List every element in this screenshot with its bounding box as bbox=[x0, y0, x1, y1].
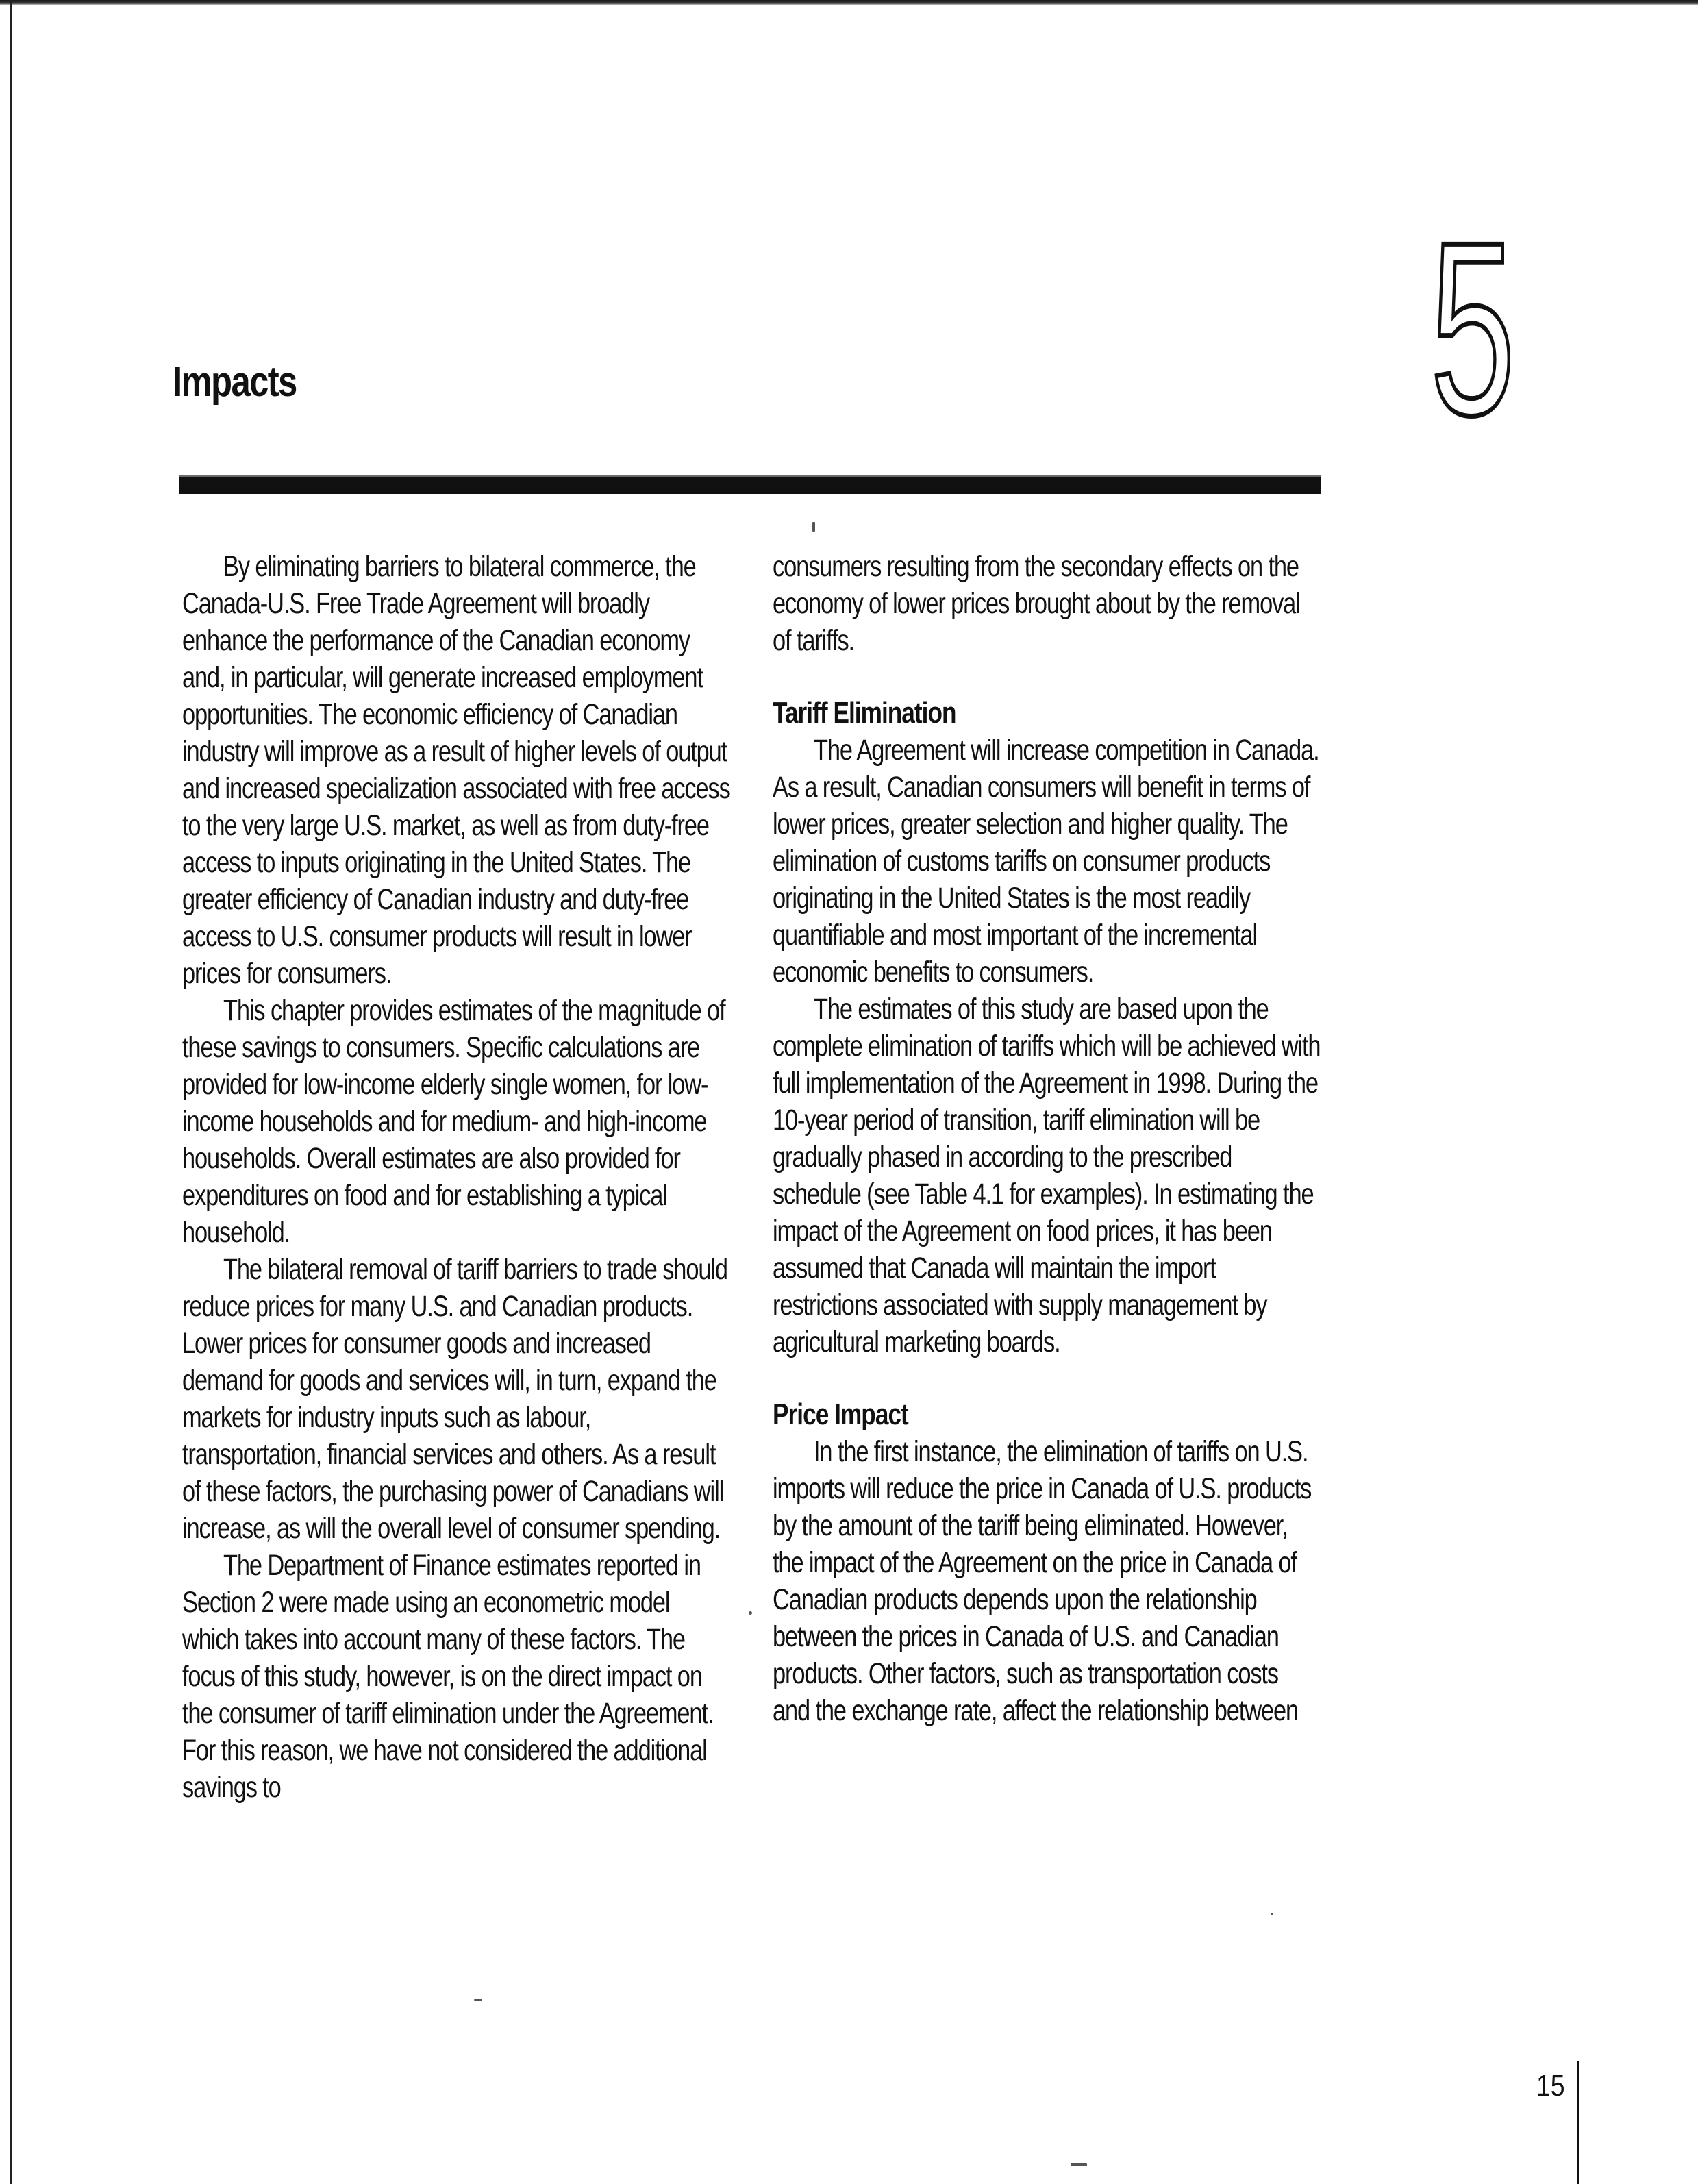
paragraph: The Agreement will increase competition in Canada. As a result, Canadian consumers will benefit in terms of lower prices, greater selection and higher quality. The elimination of customs tariffs on consumer products originating in the United States is the most readily quantifiable and most important of the incremental economic benefits to consumers. bbox=[773, 734, 1319, 989]
right-column bbox=[773, 548, 1321, 1729]
paragraph: The bilateral removal of tariff barriers to trade should reduce prices for many U.S. and Canadian products. Lower prices for consumer goods and increased demand for goods and services will, in turn, expand the markets for industry inputs such as labour, transportation, financial services and others. As a result of these factors, the purchasing power of Canadians will increase, as will the overall level of consumer spending. bbox=[182, 1253, 727, 1545]
scan-speck bbox=[749, 1611, 752, 1615]
section-heading-tariff-elimination: Tariff Elimination bbox=[773, 696, 956, 730]
scan-left-edge bbox=[10, 0, 12, 2184]
scan-top-edge bbox=[0, 0, 1698, 5]
scan-speck bbox=[474, 1999, 482, 2001]
page-number: 15 bbox=[1536, 2069, 1565, 2102]
scan-speck bbox=[1271, 1913, 1273, 1915]
chapter-number: 5 bbox=[1430, 191, 1516, 467]
scan-speck bbox=[1071, 2163, 1087, 2166]
paragraph: The Department of Finance estimates reported in Section 2 were made using an econometric model which takes into account many of these factors. The focus of this study, however, is on the direct impact on the consumer of tariff elimination under the Agreement. For this reason, we have not considered the additional savings to bbox=[182, 1549, 714, 1804]
paragraph-continuation: consumers resulting from the secondary effects on the economy of lower prices brought about by the removal of tariffs. bbox=[773, 550, 1300, 657]
title-rule bbox=[179, 475, 1321, 494]
paragraph: This chapter provides estimates of the magnitude of these savings to consumers. Specific calculations are provided for low-income elderly single women, for low-income households and for medium- and high-income households. Overall estimates are also provided for expenditures on food and for establishing a typical household. bbox=[182, 994, 725, 1249]
paragraph: In the first instance, the elimination of tariffs on U.S. imports will reduce the price in Canada of U.S. products by the amount of the tariff being eliminated. However, the impact of the Agreement on the price in Canada of Canadian products depends upon the relationship between the prices in Canada of U.S. and Canadian products. Other factors, such as transportation costs and the exchange rate, affect the relationship between bbox=[773, 1435, 1312, 1727]
page-number-rule bbox=[1577, 2061, 1579, 2184]
chapter-title: Impacts bbox=[173, 358, 297, 406]
scan-speck bbox=[812, 522, 815, 532]
left-column bbox=[182, 548, 730, 1806]
section-heading-price-impact: Price Impact bbox=[773, 1398, 908, 1431]
paragraph: The estimates of this study are based upon the complete elimination of tariffs which will be achieved with full implementation of the Agreement in 1998. During the 10-year period of transition, tariff elimination will be gradually phased in according to the prescribed schedule (see Table 4.1 for examples). In estimating the impact of the Agreement on food prices, it has been assumed that Canada will maintain the import restrictions associated with supply management by agricultural marketing boards. bbox=[773, 993, 1321, 1358]
paragraph: By eliminating barriers to bilateral commerce, the Canada-U.S. Free Trade Agreement will broadly enhance the performance of the Canadian economy and, in particular, will generate increased employment opportunities. The economic efficiency of Canadian industry will improve as a result of higher levels of output and increased specialization associated with free access to the very large U.S. market, as well as from duty-free access to inputs originating in the United States. The greater efficiency of Canadian industry and duty-free access to U.S. consumer products will result in lower prices for consumers. bbox=[182, 550, 730, 990]
